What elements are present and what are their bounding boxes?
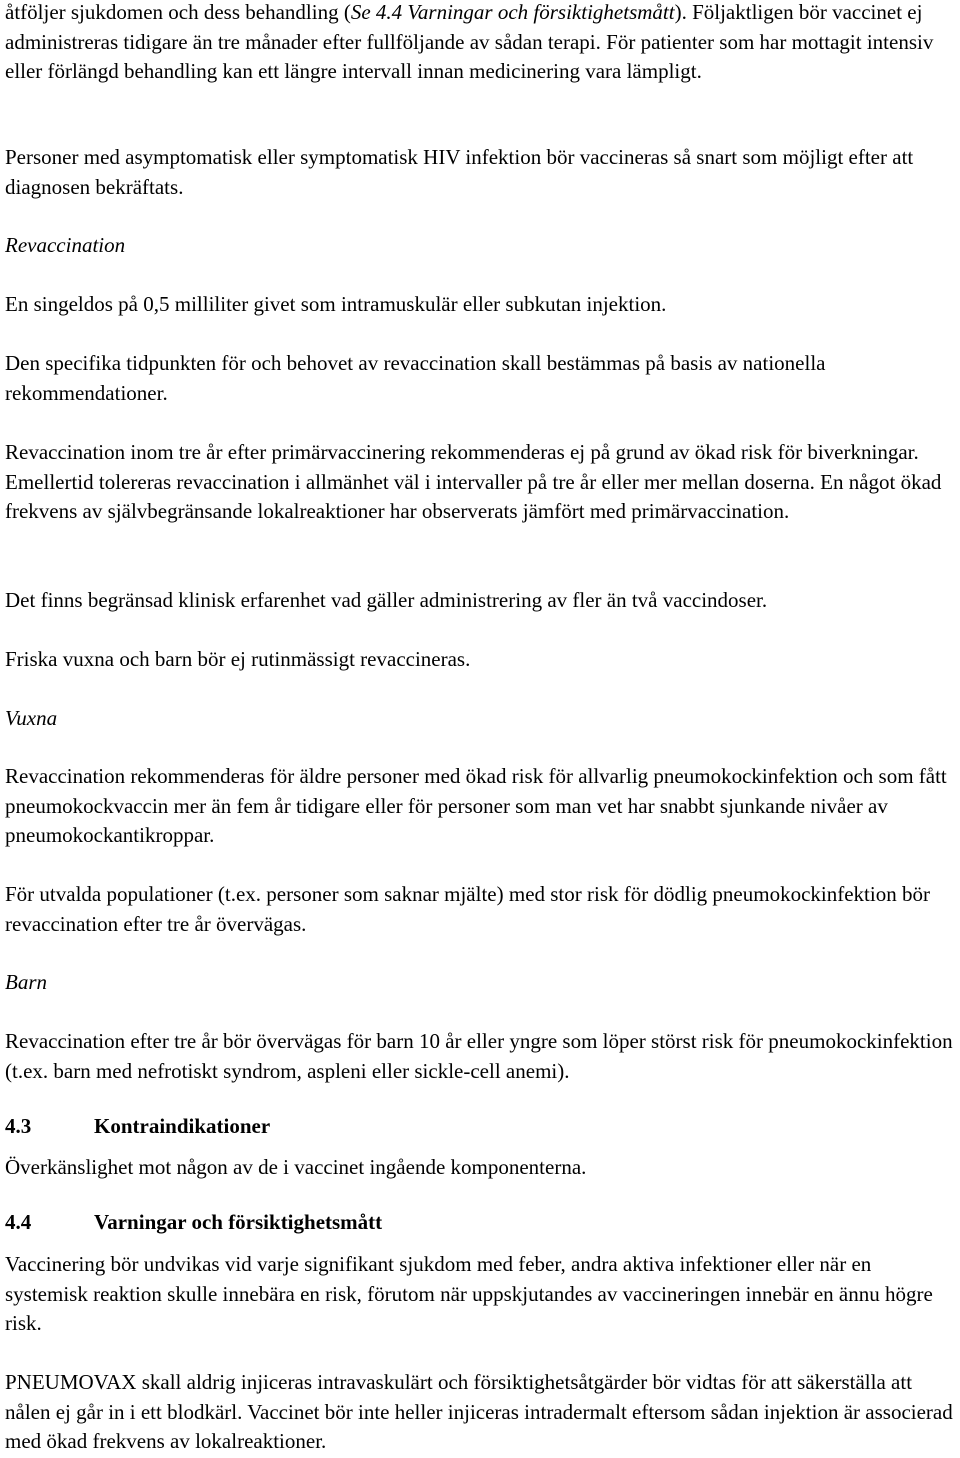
paragraph-children: Revaccination efter tre år bör övervägas för barn 10 år eller yngre som löper störst risk för pneumokockinfektion (t.ex. barn med nefrotiskt syndrom, aspleni eller sickle-cell anemi).: [5, 1029, 953, 1083]
paragraph-continuation: [5, 0, 955, 87]
section-title: Varningar och försiktighetsmått: [94, 1210, 383, 1234]
paragraph-healthy: Friska vuxna och barn bör ej rutinmässigt revaccineras.: [5, 647, 471, 671]
paragraph-revaccination-risk: Revaccination inom tre år efter primärvaccinering rekommenderas ej på grund av ökad risk för biverkningar. Emellertid tolereras revaccination i allmänhet väl i intervaller på tre år eller mer mellan doserna. En något ökad frekvens av självbegränsande lokalreaktioner har observerats jämfört med primärvaccination.: [5, 440, 942, 523]
subheading-barn: Barn: [5, 970, 47, 994]
paragraph-timing: Den specifika tidpunkten för och behovet av revaccination skall bestämmas på basis av nationella rekommendationer.: [5, 351, 826, 405]
subheading-revaccination: Revaccination: [5, 233, 126, 257]
paragraph-text: ). Följaktligen bör vaccinet ej administreras tidigare än tre månader efter fullföljande av sådan terapi. För patienter som har mottagit intensiv eller förlängd behandling kan ett längre intervall innan medicinering vara lämpligt.: [5, 0, 934, 83]
section-heading-4-3: [5, 1112, 955, 1142]
section-title: Kontraindikationer: [94, 1114, 271, 1138]
paragraph-injection: PNEUMOVAX skall aldrig injiceras intravaskulärt och försiktighetsåtgärder bör vidtas för att säkerställa att nålen ej går in i ett blodkärl. Vaccinet bör inte heller injiceras intradermalt eftersom sådan injektion är associerad med ökad frekvens av lokalreaktioner.: [5, 1370, 953, 1453]
paragraph-contraindications: Överkänslighet mot någon av de i vaccinet ingående komponenterna.: [5, 1155, 587, 1179]
section-number: 4.4: [5, 1210, 32, 1234]
paragraph-dose: En singeldos på 0,5 milliliter givet som intramuskulär eller subkutan injektion.: [5, 292, 667, 316]
paragraph-warnings: Vaccinering bör undvikas vid varje signifikant sjukdom med feber, andra aktiva infektioner eller när en systemisk reaktion skulle innebära en risk, förutom när uppskjutandes av vaccineringen innebär en ännu högre risk.: [5, 1252, 933, 1335]
paragraph-populations: För utvalda populationer (t.ex. personer som saknar mjälte) med stor risk för dödlig pneumokockinfektion bör revaccination efter tre år övervägas.: [5, 882, 930, 936]
subheading-vuxna: Vuxna: [5, 706, 58, 730]
paragraph-hiv: Personer med asymptomatisk eller symptomatisk HIV infektion bör vaccineras så snart som möjligt efter att diagnosen bekräftats.: [5, 145, 914, 199]
paragraph-adults: Revaccination rekommenderas för äldre personer med ökad risk för allvarlig pneumokockinfektion och som fått pneumokockvaccin mer än fem år tidigare eller för personer som man vet har snabbt sjunkande nivåer av pneumokockantikroppar.: [5, 764, 947, 847]
section-number: 4.3: [5, 1114, 32, 1138]
paragraph-text: åtföljer sjukdomen och dess behandling (: [5, 0, 351, 24]
paragraph-experience: Det finns begränsad klinisk erfarenhet vad gäller administrering av fler än två vaccindoser.: [5, 588, 768, 612]
section-heading-4-4: [5, 1208, 955, 1238]
cross-reference: Se 4.4 Varningar och försiktighetsmått: [350, 0, 675, 24]
